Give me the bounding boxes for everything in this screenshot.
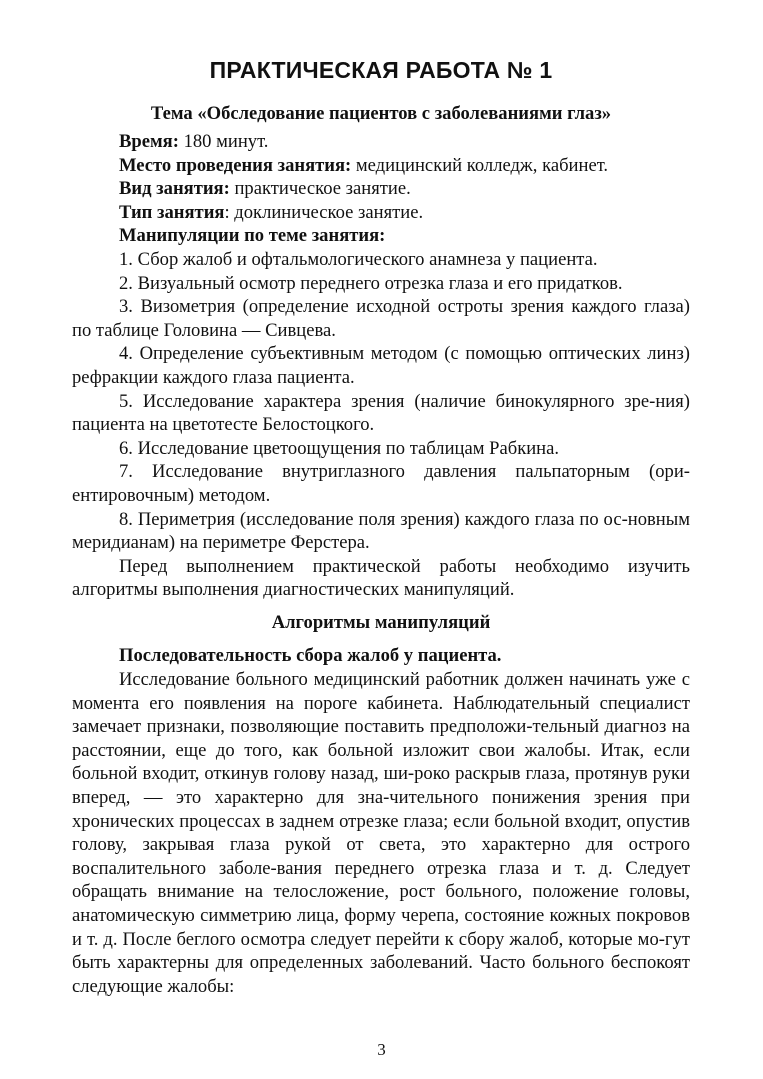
page-number: 3 [377, 1040, 386, 1059]
meta-time [72, 130, 690, 154]
list-item: 8. Периметрия (исследование поля зрения) каждого глаза по ос-новным меридианам) на периметре Ферстера. [72, 508, 690, 554]
meta-place-label: Место проведения занятия: [119, 154, 352, 176]
body-text [72, 130, 690, 998]
list-item: 6. Исследование цветоощущения по таблицам Рабкина. [119, 437, 560, 459]
list-item: 7. Исследование внутриглазного давления пальпаторным (ори-ентировочным) методом. [72, 461, 690, 506]
topic-heading: Тема «Обследование пациентов с заболеваниями глаз» [150, 103, 612, 124]
list-item: 3. Визометрия (определение исходной остроты зрения каждого глаза) по таблице Головина — Сивцева. [72, 296, 690, 341]
meta-time-value: 180 минут. [178, 131, 269, 152]
section-title: Алгоритмы манипуляций [271, 611, 491, 633]
intro-paragraph: Перед выполнением практической работы необходимо изучить алгоритмы выполнения диагностических манипуляций. [72, 555, 690, 601]
meta-time-label: Время: [119, 131, 179, 152]
list-item: 2. Визуальный осмотр переднего отрезка глаза и его придатков. [119, 272, 623, 294]
list-item: 5. Исследование характера зрения (наличие бинокулярного зре-ния) пациента на цветотесте Белостоцкого. [72, 390, 690, 436]
list-item: 1. Сбор жалоб и офтальмологического анамнеза у пациента. [119, 248, 598, 270]
meta-type [72, 201, 690, 225]
meta-place [72, 154, 690, 178]
body-paragraph: Исследование больного медицинский работник должен начинать уже с момента его появления на пороге кабинета. Наблюдательный специалист замечает признаки, позволяющие поставить предположи-тельный диагноз на расстоянии, еще до того, как больной изложит свои жалобы. Итак, если больной входит, откинув голову назад, ши-роко раскрыв глаза, протянув руки вперед, — это характерно для зна-чительного понижения зрения при хронических процессах в заднем отрезке глаза; если больной входит, опустив голову, закрывая глаза рукой от света, это характерно для острого воспалительного заболе-вания переднего отрезка глаза и т. д. Следует обращать внимание на телосложение, рост больного, положение головы, анатомическую симметрию лица, форму черепа, состояние кожных покровов и т. д. После беглого осмотра следует перейти к сбору жалоб, которые мо-гут быть характерны для определенных заболеваний. Часто больного беспокоят следующие жалобы: [72, 669, 690, 997]
meta-manip-label: Манипуляции по теме занятия: [119, 225, 386, 247]
meta-manipulations [72, 224, 690, 248]
list-item: 4. Определение субъективным методом (с помощью оптических линз) рефракции каждого глаза пациента. [72, 343, 690, 388]
page-title: ПРАКТИЧЕСКАЯ РАБОТА № 1 [209, 57, 553, 83]
meta-kind-label: Вид занятия: [119, 178, 230, 200]
meta-kind-value: практическое занятие. [229, 178, 411, 200]
subsection-title: Последовательность сбора жалоб у пациента. [119, 645, 502, 667]
meta-kind [72, 177, 690, 201]
meta-type-label: Тип занятия [119, 201, 225, 223]
meta-type-value: : доклиническое занятие. [224, 201, 424, 223]
meta-place-value: медицинский колледж, кабинет. [351, 154, 609, 176]
